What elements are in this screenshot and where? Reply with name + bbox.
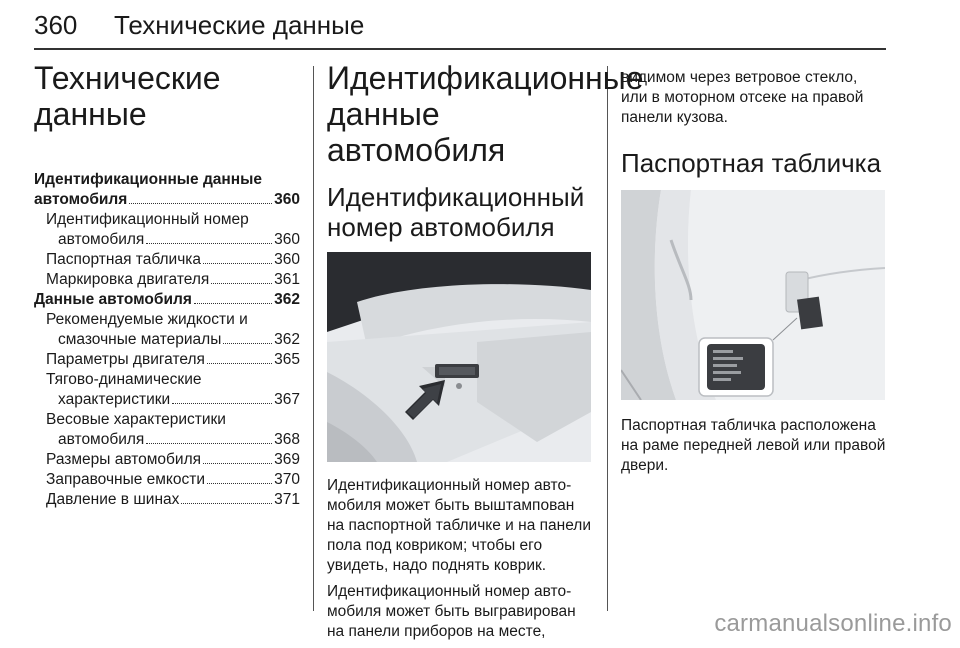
toc-page-number: 360 — [274, 251, 300, 268]
toc-entry-text-line1: Идентификационный номер — [46, 211, 249, 228]
toc-dot-leader — [146, 243, 272, 244]
vin-paragraph-continued: видимом через ветровое стекло, или в моторном отсеке на правой панели кузова. — [621, 69, 864, 126]
toc-subentry[interactable] — [34, 350, 300, 370]
chapter-title-line2: данные — [34, 96, 147, 132]
toc-page-number: 361 — [274, 271, 300, 288]
toc-subentry[interactable] — [34, 210, 300, 250]
column-divider-1 — [313, 66, 314, 611]
toc-entry-text: Данные автомобиля — [34, 291, 192, 308]
toc-entry-text: автомобиля — [58, 231, 145, 248]
toc-page-number: 369 — [274, 451, 300, 468]
toc-entry-text: автомобиля — [34, 191, 128, 208]
toc-subentry[interactable] — [34, 370, 300, 410]
toc-page-number: 362 — [274, 291, 300, 308]
toc-section-entry[interactable] — [34, 170, 300, 210]
watermark: carmanualsonline.info — [714, 610, 952, 637]
toc-entry-text: характеристики — [58, 391, 171, 408]
section-title — [327, 60, 644, 168]
toc-entry-text-line1: Рекомендуемые жидкости и — [46, 311, 248, 328]
plate-caption: Паспортная табличка расположена на раме передней левой или правой двери. — [621, 417, 886, 474]
header-rule — [34, 48, 886, 50]
vin-floor-photo — [327, 252, 591, 462]
toc-page-number: 360 — [274, 231, 300, 248]
toc-dot-leader — [194, 303, 272, 304]
toc-dot-leader — [172, 403, 272, 404]
toc-subentry[interactable] — [34, 270, 300, 290]
toc-entry-text: автомобиля — [58, 431, 145, 448]
toc-section-entry[interactable] — [34, 290, 300, 310]
toc-entry-text: Заправочные емкости — [46, 471, 206, 488]
toc-subentry[interactable] — [34, 450, 300, 470]
toc-dot-leader — [207, 483, 272, 484]
column-divider-2 — [607, 66, 608, 611]
section-title-line1: Идентификационные — [327, 60, 644, 96]
running-title: Технические данные — [114, 10, 365, 40]
toc-subentry[interactable] — [34, 410, 300, 450]
subsection-title-line1: Идентификационный — [327, 182, 585, 212]
section-title-line2: данные автомобиля — [327, 96, 506, 168]
toc-page-number: 371 — [274, 491, 300, 508]
toc-entry-text-line1: Тягово-динамические — [46, 371, 202, 388]
toc-dot-leader — [203, 463, 272, 464]
table-of-contents — [34, 170, 300, 510]
toc-dot-leader — [223, 343, 272, 344]
vin-paragraph-1: Идентификационный номер авто-мобиля может быть выштампован на паспортной табличке и на панели пола под ковриком; чтобы его увидеть, надо поднять коврик. — [327, 477, 592, 574]
toc-subentry[interactable] — [34, 470, 300, 490]
right-column — [621, 60, 887, 482]
subsection-title-plate: Паспортная табличка — [621, 148, 882, 178]
toc-dot-leader — [207, 363, 272, 364]
chapter-title — [34, 60, 300, 132]
middle-column — [327, 60, 644, 648]
toc-entry-text: Маркировка двигателя — [46, 271, 210, 288]
toc-page-number: 365 — [274, 351, 300, 368]
toc-page-number: 362 — [274, 331, 300, 348]
toc-dot-leader — [181, 503, 272, 504]
toc-dot-leader — [146, 443, 272, 444]
toc-entry-text: Давление в шинах — [46, 491, 180, 508]
toc-dot-leader — [203, 263, 272, 264]
toc-entry-text: Паспортная табличка — [46, 251, 202, 268]
toc-entry-text: Параметры двигателя — [46, 351, 205, 368]
toc-dot-leader — [129, 203, 272, 204]
left-column — [34, 60, 300, 510]
toc-dot-leader — [211, 283, 272, 284]
id-plate-photo — [621, 190, 885, 400]
toc-entry-text: Размеры автомобиля — [46, 451, 202, 468]
page-header — [34, 8, 886, 48]
toc-subentry[interactable] — [34, 250, 300, 270]
toc-page-number: 367 — [274, 391, 300, 408]
toc-entry-text: смазочные материалы — [58, 331, 222, 348]
toc-entry-text-line1: Идентификационные данные — [34, 171, 263, 188]
toc-page-number: 368 — [274, 431, 300, 448]
page-number: 360 — [34, 10, 78, 40]
toc-subentry[interactable] — [34, 310, 300, 350]
subsection-title-vin — [327, 182, 591, 242]
toc-subentry[interactable] — [34, 490, 300, 510]
toc-page-number: 370 — [274, 471, 300, 488]
vin-paragraph-2: Идентификационный номер авто-мобиля может быть выгравирован на панели приборов на месте, — [327, 583, 576, 640]
toc-entry-text-line1: Весовые характеристики — [46, 411, 226, 428]
chapter-title-line1: Технические — [34, 60, 221, 96]
subsection-title-line2: номер автомобиля — [327, 212, 555, 242]
toc-page-number: 360 — [274, 191, 300, 208]
